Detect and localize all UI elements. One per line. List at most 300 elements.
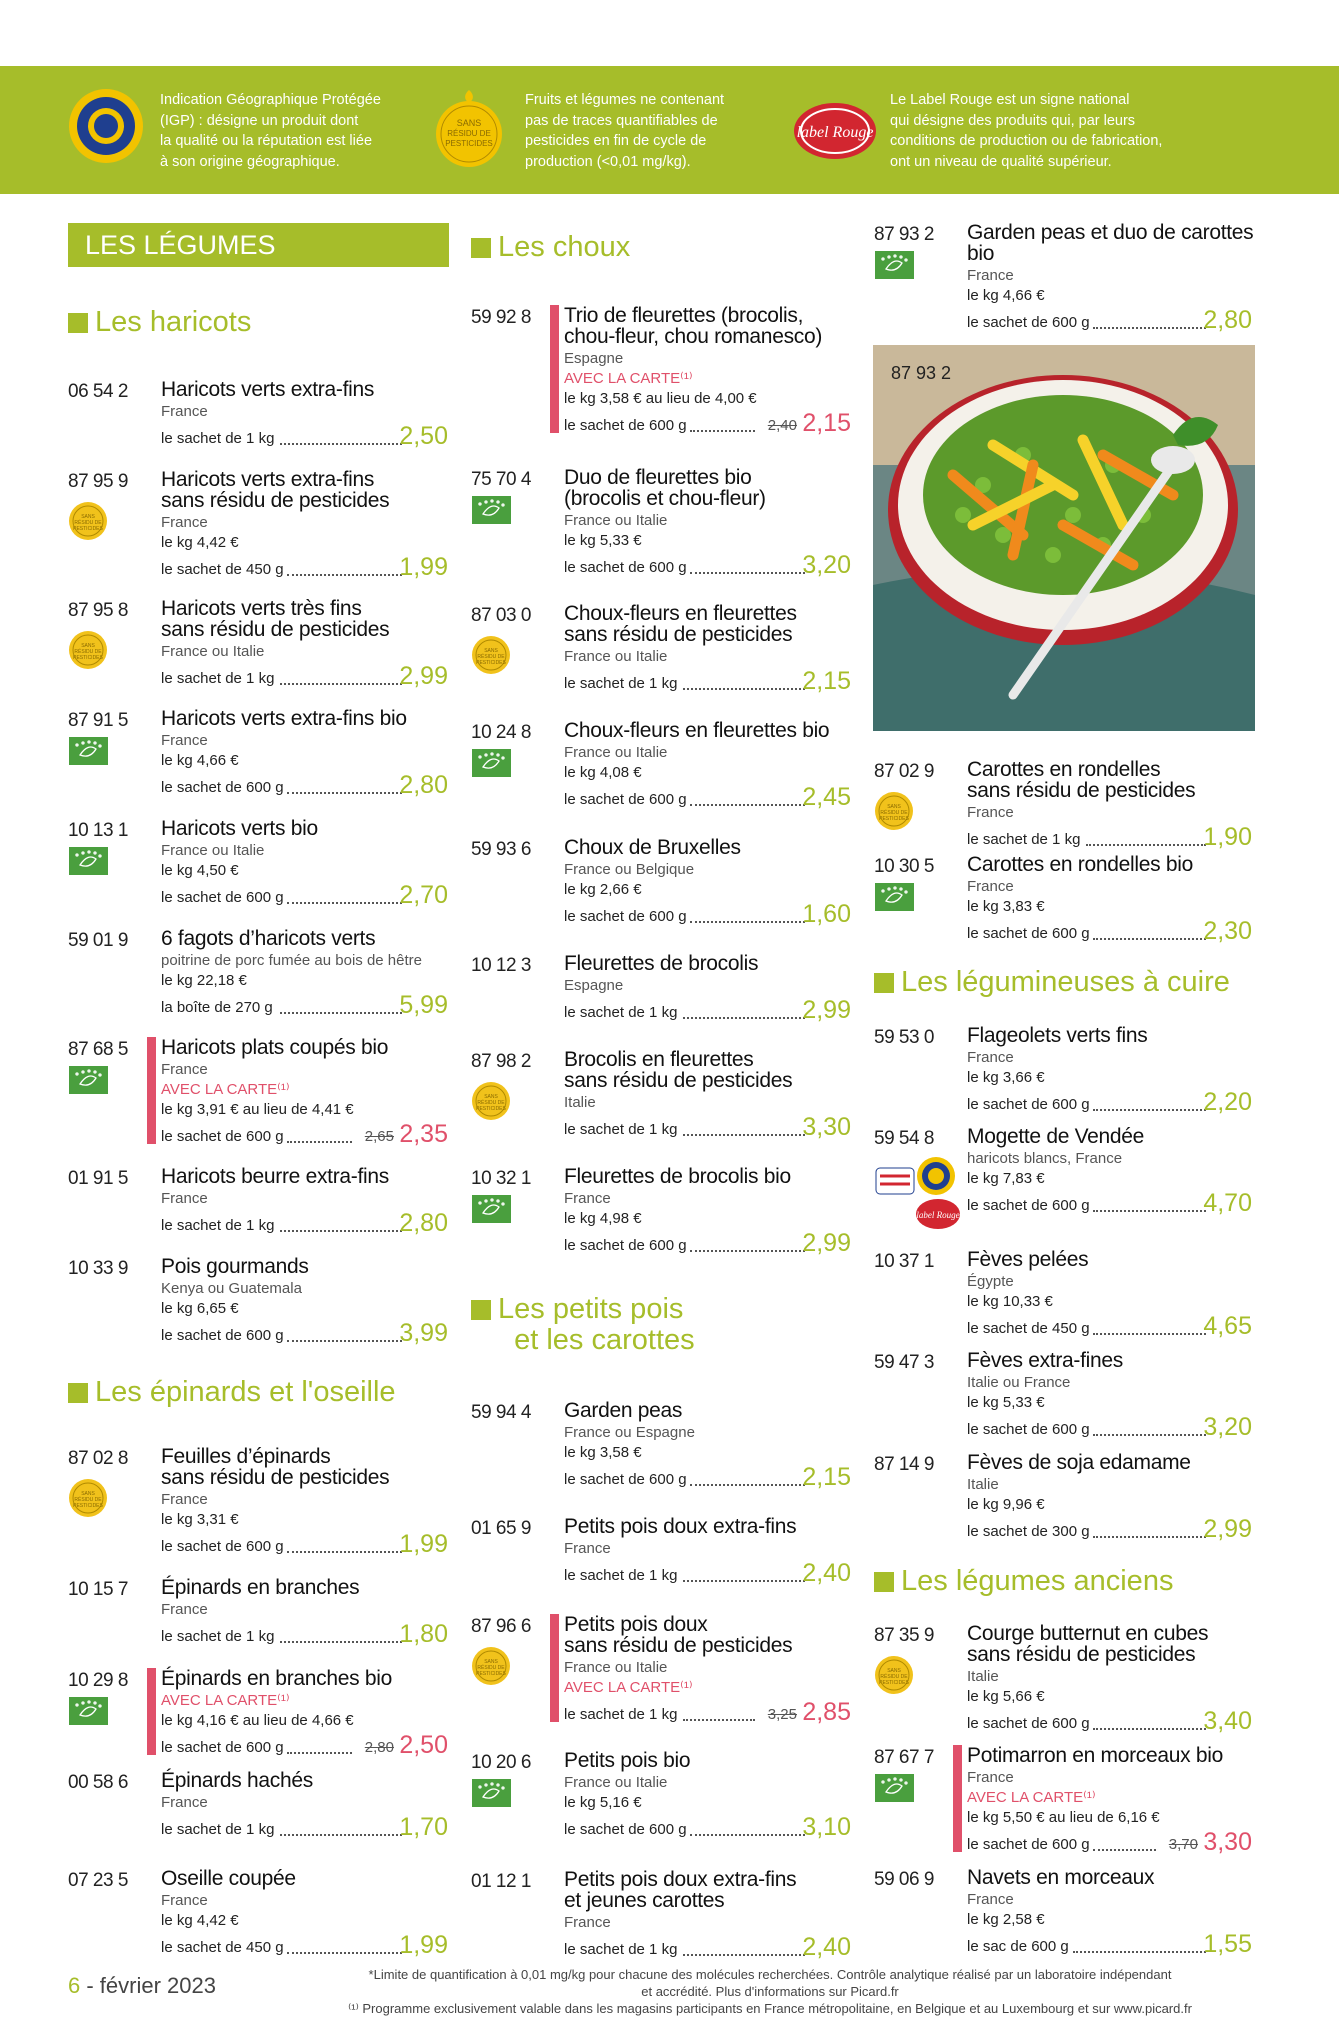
- price: 1,80: [399, 1620, 448, 1648]
- product-origin: Espagne: [564, 977, 624, 994]
- product-origin: France ou Italie: [161, 842, 265, 859]
- price-per-kg: le kg 3,58 €: [564, 1444, 642, 1461]
- product-code: 87 98 2: [471, 1051, 531, 1072]
- product-item[interactable]: [471, 953, 851, 1022]
- footnote-lab: et accrédité. Plus d'informations sur Picard.fr: [641, 1984, 899, 1999]
- product-details: [161, 1060, 354, 1120]
- product-item[interactable]: [68, 1868, 448, 1957]
- price: 3,20: [1203, 1413, 1252, 1441]
- svg-text:label Rouge: label Rouge: [796, 124, 874, 141]
- product-item[interactable]: [874, 1025, 1252, 1114]
- price-line: [564, 1463, 851, 1489]
- price-line: [564, 409, 851, 435]
- product-code: 06 54 2: [68, 381, 128, 402]
- price: 1,60: [802, 900, 851, 928]
- price-line: [967, 1828, 1252, 1854]
- dotted-leader: [690, 804, 805, 806]
- product-details: [161, 1691, 354, 1731]
- package-size: le sachet de 1 kg: [161, 1628, 275, 1645]
- product-code: 01 91 5: [68, 1168, 128, 1189]
- price: 2,80: [399, 1209, 448, 1237]
- product-details: [564, 511, 667, 551]
- product-code: 87 67 7: [874, 1747, 934, 1768]
- price: 3,40: [1203, 1707, 1252, 1735]
- dotted-leader: [280, 1641, 402, 1643]
- svg-text:SANS: SANS: [484, 1094, 498, 1100]
- package-size: le sachet de 600 g: [161, 1128, 284, 1145]
- product-item[interactable]: [471, 467, 851, 577]
- loyalty-card-offer: AVEC LA CARTE⁽¹⁾: [564, 370, 693, 387]
- price-per-kg: le kg 5,33 €: [564, 532, 642, 549]
- svg-text:PESTICIDES: PESTICIDES: [445, 139, 493, 148]
- product-item[interactable]: [68, 1668, 448, 1757]
- svg-text:PESTICIDES: PESTICIDES: [73, 1503, 103, 1509]
- package-size: le sachet de 1 kg: [161, 670, 275, 687]
- old-price: 3,70: [1168, 1836, 1198, 1853]
- product-code: 01 65 9: [471, 1518, 531, 1539]
- price-line: [161, 991, 448, 1017]
- product-item[interactable]: [68, 1037, 448, 1146]
- product-code: 87 95 8: [68, 600, 128, 621]
- product-code: 87 91 5: [68, 710, 128, 731]
- product-name: Fèves pelées: [967, 1248, 1089, 1271]
- product-code: 87 93 2: [874, 224, 934, 245]
- dotted-leader: [683, 1134, 805, 1136]
- igp-description: Indication Géographique Protégée (IGP) : désigne un produit dont la qualité ou la réputation est liée à son origine géographique.: [160, 92, 381, 170]
- no-pesticide-residue-icon: [875, 792, 913, 830]
- price: 2,99: [802, 1229, 851, 1257]
- dotted-leader: [1093, 1434, 1206, 1436]
- svg-text:SANS: SANS: [887, 1668, 901, 1674]
- quality-labels-icon: [874, 1154, 962, 1235]
- product-item[interactable]: [874, 222, 1252, 332]
- product-code: 59 92 8: [471, 307, 531, 328]
- price-per-kg: le kg 3,58 € au lieu de 4,00 €: [564, 390, 757, 407]
- price-line: [161, 662, 448, 688]
- product-item[interactable]: [68, 1446, 448, 1556]
- product-item[interactable]: [874, 1125, 1252, 1220]
- product-details: [161, 402, 208, 422]
- product-origin: France ou Italie: [564, 648, 668, 665]
- product-name: Feuilles d’épinards sans résidu de pesticides: [161, 1445, 390, 1489]
- dotted-leader: [287, 1141, 352, 1143]
- product-origin: Espagne: [564, 350, 624, 367]
- price-line: [161, 1813, 448, 1839]
- promo-bar: [147, 1037, 156, 1144]
- product-origin: France: [564, 1190, 611, 1207]
- organic-leaf-icon: [875, 883, 914, 911]
- price-per-kg: le kg 4,08 €: [564, 764, 642, 781]
- product-name: Trio de fleurettes (brocolis, chou-fleur, chou romanesco): [564, 304, 823, 348]
- product-code: 10 15 7: [68, 1579, 128, 1600]
- dotted-leader: [287, 902, 402, 904]
- product-code: 87 02 9: [874, 761, 934, 782]
- package-size: la boîte de 270 g: [161, 999, 273, 1016]
- dotted-leader: [280, 443, 402, 445]
- product-details: [564, 1189, 642, 1229]
- price-per-kg: le kg 4,50 €: [161, 862, 239, 879]
- product-origin: France: [161, 1601, 208, 1618]
- price-line: [161, 1931, 448, 1957]
- package-size: le sachet de 600 g: [967, 1836, 1090, 1853]
- product-item[interactable]: [471, 1614, 851, 1724]
- package-size: le sachet de 450 g: [161, 1939, 284, 1956]
- package-size: le sachet de 1 kg: [564, 1941, 678, 1958]
- package-size: le sachet de 600 g: [161, 889, 284, 906]
- price-per-kg: le kg 2,66 €: [564, 881, 642, 898]
- price-per-kg: le kg 4,16 € au lieu de 4,66 €: [161, 1712, 354, 1729]
- price: 1,55: [1203, 1930, 1252, 1958]
- price-per-kg: le kg 4,66 €: [967, 287, 1045, 304]
- product-code: 75 70 4: [471, 469, 531, 490]
- dotted-leader: [690, 430, 755, 432]
- product-details: [967, 1272, 1053, 1312]
- organic-leaf-icon: [69, 847, 108, 875]
- no-pesticide-residue-icon: [875, 1656, 913, 1694]
- product-details: [967, 1890, 1045, 1930]
- product-details: [564, 1913, 611, 1933]
- product-code: 59 53 0: [874, 1027, 934, 1048]
- organic-leaf-icon: [472, 1779, 511, 1807]
- product-details: [161, 1279, 302, 1319]
- product-item[interactable]: [68, 1256, 448, 1345]
- product-name: Carottes en rondelles sans résidu de pesticides: [967, 758, 1196, 802]
- svg-text:SANS: SANS: [887, 804, 901, 810]
- peas-carrots-bowl-image: [873, 345, 1255, 731]
- igp-logo-icon: [68, 88, 144, 164]
- price: 2,45: [802, 783, 851, 811]
- price-per-kg: le kg 2,58 €: [967, 1911, 1045, 1928]
- dotted-leader: [1093, 938, 1206, 940]
- product-item[interactable]: [471, 1516, 851, 1585]
- dotted-leader: [1093, 1333, 1206, 1335]
- dotted-leader: [690, 1250, 805, 1252]
- product-item[interactable]: [68, 708, 448, 797]
- product-name: Duo de fleurettes bio (brocolis et chou-fleur): [564, 466, 766, 510]
- organic-leaf-icon: [69, 1066, 108, 1094]
- product-details: [161, 1600, 208, 1620]
- product-origin: France ou Italie: [564, 744, 668, 761]
- package-size: le sachet de 600 g: [161, 1739, 284, 1756]
- price: 2,99: [1203, 1515, 1252, 1543]
- svg-text:PESTICIDES: PESTICIDES: [476, 660, 506, 666]
- svg-text:RÉSIDU DE: RÉSIDU DE: [477, 1665, 505, 1671]
- package-size: le sachet de 450 g: [161, 561, 284, 578]
- package-size: le sachet de 1 kg: [564, 1004, 678, 1021]
- product-item[interactable]: [471, 305, 851, 435]
- product-item[interactable]: [471, 1166, 851, 1255]
- loyalty-card-offer: AVEC LA CARTE⁽¹⁾: [967, 1789, 1096, 1806]
- product-code: 87 68 5: [68, 1039, 128, 1060]
- label-rouge-description: Le Label Rouge est un signe national qui désigne des produits qui, par leurs conditions de production ou de fabrication, ont un niveau de qualité supérieur.: [890, 92, 1163, 170]
- package-size: le sachet de 600 g: [967, 1421, 1090, 1438]
- package-size: le sachet de 600 g: [967, 1715, 1090, 1732]
- organic-leaf-icon: [472, 749, 511, 777]
- product-code: 59 93 6: [471, 839, 531, 860]
- promo-bar: [550, 1614, 559, 1722]
- price-line: [564, 1229, 851, 1255]
- product-details: [161, 513, 239, 553]
- price-line: [564, 1698, 851, 1724]
- product-origin: Italie: [564, 1094, 596, 1111]
- product-origin: France: [161, 514, 208, 531]
- product-name: Mogette de Vendée: [967, 1125, 1145, 1148]
- price-per-kg: le kg 3,83 €: [967, 898, 1045, 915]
- dotted-leader: [280, 683, 402, 685]
- price-line: [161, 553, 448, 579]
- product-details: [161, 841, 264, 881]
- product-details: [161, 1189, 208, 1209]
- svg-text:label Rouge: label Rouge: [916, 1210, 960, 1220]
- price-line: [564, 783, 851, 809]
- price-line: [564, 1933, 851, 1959]
- no-pesticide-residue-icon: [69, 502, 107, 540]
- svg-text:PESTICIDES: PESTICIDES: [476, 1106, 506, 1112]
- price-per-kg: le kg 5,50 € au lieu de 6,16 €: [967, 1809, 1160, 1826]
- price-line: [564, 900, 851, 926]
- package-size: le sachet de 600 g: [564, 791, 687, 808]
- product-origin: France: [564, 1540, 611, 1557]
- package-size: le sachet de 600 g: [967, 925, 1090, 942]
- product-item[interactable]: [68, 1770, 448, 1839]
- promo-price: 2,15: [802, 409, 851, 437]
- svg-text:SANS: SANS: [81, 1491, 95, 1497]
- product-details: [564, 1773, 667, 1813]
- product-code: 87 02 8: [68, 1448, 128, 1469]
- dotted-leader: [1093, 1210, 1206, 1212]
- labels-banner: [0, 66, 1339, 194]
- price: 2,20: [1203, 1088, 1252, 1116]
- price-per-kg: le kg 9,96 €: [967, 1496, 1045, 1513]
- product-origin: France: [161, 403, 208, 420]
- product-item[interactable]: [471, 837, 851, 926]
- product-origin: Italie: [967, 1476, 999, 1493]
- svg-text:RÉSIDU DE: RÉSIDU DE: [447, 129, 491, 138]
- product-code: 87 03 0: [471, 605, 531, 626]
- package-size: le sachet de 450 g: [967, 1320, 1090, 1337]
- promo-bar: [953, 1745, 962, 1852]
- product-item[interactable]: [68, 1166, 448, 1235]
- price-per-kg: le kg 22,18 €: [161, 972, 247, 989]
- product-origin: France: [967, 267, 1014, 284]
- product-code: 59 06 9: [874, 1869, 934, 1890]
- product-item[interactable]: [68, 818, 448, 907]
- product-item[interactable]: [471, 1049, 851, 1139]
- package-size: le sachet de 1 kg: [161, 430, 275, 447]
- price-per-kg: le kg 4,42 €: [161, 1912, 239, 1929]
- product-item[interactable]: [471, 1869, 851, 1959]
- product-origin: France: [161, 1190, 208, 1207]
- package-size: le sachet de 1 kg: [161, 1821, 275, 1838]
- product-details: [564, 1658, 693, 1698]
- product-item[interactable]: [874, 1452, 1252, 1541]
- price: 1,99: [399, 553, 448, 581]
- package-size: le sachet de 600 g: [967, 314, 1090, 331]
- product-name: Potimarron en morceaux bio: [967, 1744, 1223, 1767]
- price: 3,30: [802, 1113, 851, 1141]
- price-line: [564, 551, 851, 577]
- package-size: le sachet de 600 g: [564, 1237, 687, 1254]
- product-details: [161, 642, 264, 662]
- product-item[interactable]: [471, 603, 851, 693]
- dotted-leader: [1093, 1536, 1206, 1538]
- package-size: le sachet de 600 g: [161, 1538, 284, 1555]
- product-code: 10 37 1: [874, 1251, 934, 1272]
- product-item[interactable]: [471, 1400, 851, 1489]
- svg-text:PESTICIDES: PESTICIDES: [73, 655, 103, 661]
- svg-text:RÉSIDU DE: RÉSIDU DE: [880, 810, 908, 816]
- organic-leaf-icon: [472, 496, 511, 524]
- price-line: [564, 996, 851, 1022]
- product-photo: [873, 345, 1255, 731]
- product-code: 59 01 9: [68, 930, 128, 951]
- svg-text:PESTICIDES: PESTICIDES: [73, 526, 103, 532]
- product-details: [967, 877, 1045, 917]
- product-name: Garden peas et duo de carottes bio: [967, 221, 1254, 265]
- price: 2,15: [802, 667, 851, 695]
- product-code: 59 47 3: [874, 1352, 934, 1373]
- organic-leaf-icon: [472, 1195, 511, 1223]
- product-item[interactable]: [874, 1867, 1252, 1956]
- price: 3,20: [802, 551, 851, 579]
- product-origin: Italie: [967, 1668, 999, 1685]
- price: 4,70: [1203, 1189, 1252, 1217]
- price-per-kg: le kg 5,66 €: [967, 1688, 1045, 1705]
- product-details: [967, 1373, 1070, 1413]
- price-line: [967, 917, 1252, 943]
- dotted-leader: [287, 1340, 402, 1342]
- price-line: [967, 1930, 1252, 1956]
- price-line: [161, 771, 448, 797]
- dotted-leader: [690, 1834, 805, 1836]
- svg-text:PESTICIDES: PESTICIDES: [476, 1671, 506, 1677]
- price-per-kg: le kg 5,33 €: [967, 1394, 1045, 1411]
- svg-text:PESTICIDES: PESTICIDES: [879, 816, 909, 822]
- price: 2,80: [1203, 306, 1252, 334]
- product-item[interactable]: [68, 598, 448, 688]
- package-size: le sachet de 600 g: [564, 1471, 687, 1488]
- price: 2,70: [399, 881, 448, 909]
- product-details: [967, 1149, 1122, 1189]
- product-name: Épinards hachés: [161, 1769, 313, 1792]
- dotted-leader: [690, 1484, 805, 1486]
- product-item[interactable]: [68, 928, 448, 1017]
- product-name: Épinards en branches bio: [161, 1667, 392, 1690]
- price-line: [967, 1515, 1252, 1541]
- price: 2,50: [399, 422, 448, 450]
- price: 5,99: [399, 991, 448, 1019]
- dotted-leader: [1086, 844, 1206, 846]
- product-code: 10 29 8: [68, 1670, 128, 1691]
- package-size: le sachet de 600 g: [564, 417, 687, 434]
- product-origin: France ou Belgique: [564, 861, 695, 878]
- product-name: Flageolets verts fins: [967, 1024, 1148, 1047]
- product-code: 59 54 8: [874, 1128, 934, 1149]
- no-pesticide-residue-icon: [472, 1082, 510, 1120]
- product-item[interactable]: [874, 1623, 1252, 1733]
- product-details: [564, 1423, 695, 1463]
- product-code: 07 23 5: [68, 1870, 128, 1891]
- product-name: Petits pois doux sans résidu de pesticides: [564, 1613, 793, 1657]
- product-origin: France: [967, 1891, 1014, 1908]
- dotted-leader: [690, 572, 805, 574]
- product-origin: Égypte: [967, 1273, 1014, 1290]
- product-item[interactable]: [68, 379, 448, 448]
- product-item[interactable]: [874, 854, 1252, 943]
- product-origin: France ou Italie: [564, 512, 668, 529]
- price-per-kg: le kg 6,65 €: [161, 1300, 239, 1317]
- product-item[interactable]: [874, 1350, 1252, 1439]
- price: 2,30: [1203, 917, 1252, 945]
- dotted-leader: [287, 574, 402, 576]
- product-name: Garden peas: [564, 1399, 683, 1422]
- old-price: 2,65: [364, 1128, 394, 1145]
- dotted-leader: [683, 1017, 805, 1019]
- price: 1,99: [399, 1530, 448, 1558]
- price-per-kg: le kg 3,91 € au lieu de 4,41 €: [161, 1101, 354, 1118]
- product-code: 10 30 5: [874, 856, 934, 877]
- promo-price: 2,35: [399, 1120, 448, 1148]
- package-size: le sachet de 600 g: [564, 1821, 687, 1838]
- svg-text:RÉSIDU DE: RÉSIDU DE: [74, 1497, 102, 1503]
- product-item[interactable]: [874, 759, 1252, 849]
- product-item[interactable]: [471, 720, 851, 809]
- product-code: 10 12 3: [471, 955, 531, 976]
- product-name: Navets en morceaux: [967, 1866, 1155, 1889]
- price-per-kg: le kg 4,98 €: [564, 1210, 642, 1227]
- price-line: [161, 1620, 448, 1646]
- price: 2,99: [399, 662, 448, 690]
- dotted-leader: [287, 1752, 352, 1754]
- product-item[interactable]: [68, 469, 448, 579]
- svg-text:RÉSIDU DE: RÉSIDU DE: [880, 1674, 908, 1680]
- old-price: 3,25: [767, 1706, 797, 1723]
- dotted-leader: [287, 1952, 402, 1954]
- product-item[interactable]: [68, 1577, 448, 1646]
- price: 1,90: [1203, 823, 1252, 851]
- product-name: Courge butternut en cubes sans résidu de pesticides: [967, 1622, 1209, 1666]
- price-line: [161, 422, 448, 448]
- product-item[interactable]: [471, 1750, 851, 1839]
- product-origin: France ou Italie: [161, 643, 265, 660]
- product-origin: France: [967, 1049, 1014, 1066]
- price-line: [967, 1189, 1252, 1215]
- no-pesticide-residue-icon: [472, 1647, 510, 1685]
- organic-leaf-icon: [875, 1774, 914, 1802]
- page-footer: [68, 1973, 216, 1999]
- package-size: le sachet de 600 g: [161, 779, 284, 796]
- svg-text:RÉSIDU DE: RÉSIDU DE: [74, 649, 102, 655]
- dotted-leader: [1093, 327, 1206, 329]
- package-size: le sachet de 1 kg: [564, 1706, 678, 1723]
- price-line: [161, 1731, 448, 1757]
- product-origin: France: [161, 1061, 208, 1078]
- price-per-kg: le kg 4,66 €: [161, 752, 239, 769]
- package-size: le sachet de 600 g: [564, 908, 687, 925]
- price-line: [161, 1120, 448, 1146]
- dotted-leader: [690, 921, 805, 923]
- price-line: [564, 1559, 851, 1585]
- product-item[interactable]: [874, 1249, 1252, 1338]
- product-details: [564, 1093, 596, 1113]
- product-details: [161, 1490, 239, 1530]
- promo-price: 3,30: [1203, 1828, 1252, 1856]
- footnote-programme: ⁽¹⁾ Programme exclusivement valable dans les magasins participants en France métropolitaine, en Belgique et au Luxembourg et sur www.picard.fr: [348, 2001, 1192, 2016]
- svg-text:RÉSIDU DE: RÉSIDU DE: [477, 654, 505, 660]
- price-line: [564, 1113, 851, 1139]
- product-origin: Italie ou France: [967, 1374, 1071, 1391]
- product-item[interactable]: [874, 1745, 1252, 1854]
